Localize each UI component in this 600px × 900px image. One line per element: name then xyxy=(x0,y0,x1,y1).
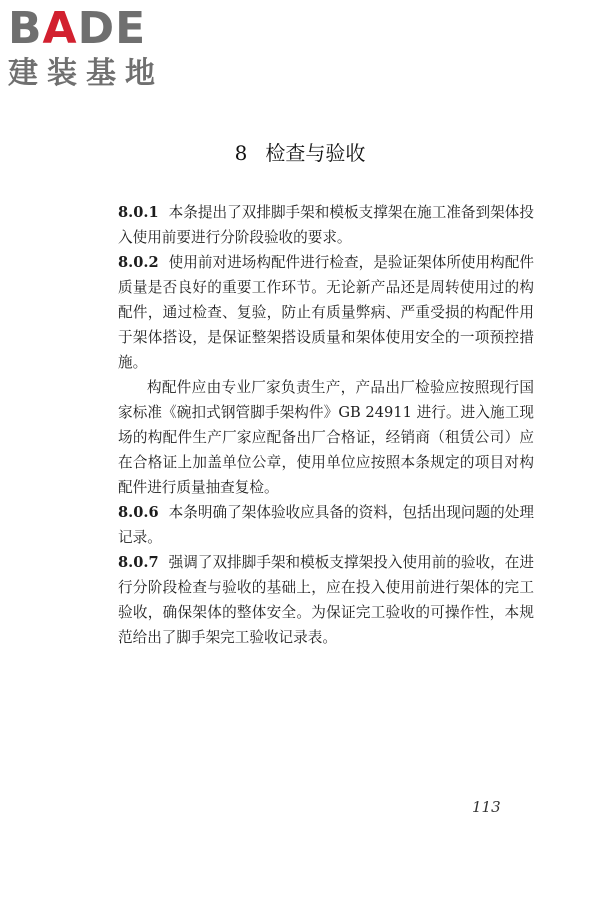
clause-text: 使用前对进场构配件进行检查，是验证架体所使用构配件质量是否良好的重要工作环节。无论新产品还是周转使用过的构配件，通过检查、复验，防止有质量弊病、严重受损的构配件用于架体搭设，是保证整架搭设质量和架体使用安全的一项预控措施。 xyxy=(118,254,534,371)
logo-letter-a: A xyxy=(42,3,78,54)
clause-8-0-2-paragraph xyxy=(118,375,534,500)
clause-text: 强调了双排脚手架和模板支撑架投入使用前的验收，在进行分阶段检查与验收的基础上，应在投入使用前进行架体的完工验收，确保架体的整体安全。为保证完工验收的可操作性，本规范给出了脚手架完工验收记录表。 xyxy=(118,554,534,646)
clause-number: 8.0.2 xyxy=(118,254,159,271)
chapter-number: 8 xyxy=(234,141,248,165)
logo-wordmark xyxy=(8,4,178,54)
page-number: 113 xyxy=(472,798,501,816)
clause-list xyxy=(118,200,534,650)
chapter-title: 检查与验收 xyxy=(265,141,366,165)
logo-letters-de: DE xyxy=(77,3,147,54)
clause-8-0-7 xyxy=(118,550,534,650)
clause-number: 8.0.1 xyxy=(118,204,159,221)
clause-text: 本条明确了架体验收应具备的资料，包括出现问题的处理记录。 xyxy=(118,504,534,546)
clause-number: 8.0.6 xyxy=(118,504,159,521)
clause-text: 构配件应由专业厂家负责生产，产品出厂检验应按照现行国家标准《碗扣式钢管脚手架构件》GB 24911 进行。进入施工现场的构配件生产厂家应配备出厂合格证，经销商（租赁公司）应在合格证上加盖单位公章，使用单位应按照本条规定的项目对构配件进行质量抽查复检。 xyxy=(118,379,534,496)
clause-text: 本条提出了双排脚手架和模板支撑架在施工准备到架体投入使用前要进行分阶段验收的要求。 xyxy=(118,204,534,246)
logo-letter-b: B xyxy=(8,3,43,54)
logo-subtitle: 建装基地 xyxy=(8,56,164,91)
chapter-heading xyxy=(0,140,600,166)
bade-logo xyxy=(8,4,178,92)
clause-8-0-1 xyxy=(118,200,534,250)
clause-8-0-2 xyxy=(118,250,534,375)
clause-8-0-6 xyxy=(118,500,534,550)
clause-number: 8.0.7 xyxy=(118,554,159,571)
